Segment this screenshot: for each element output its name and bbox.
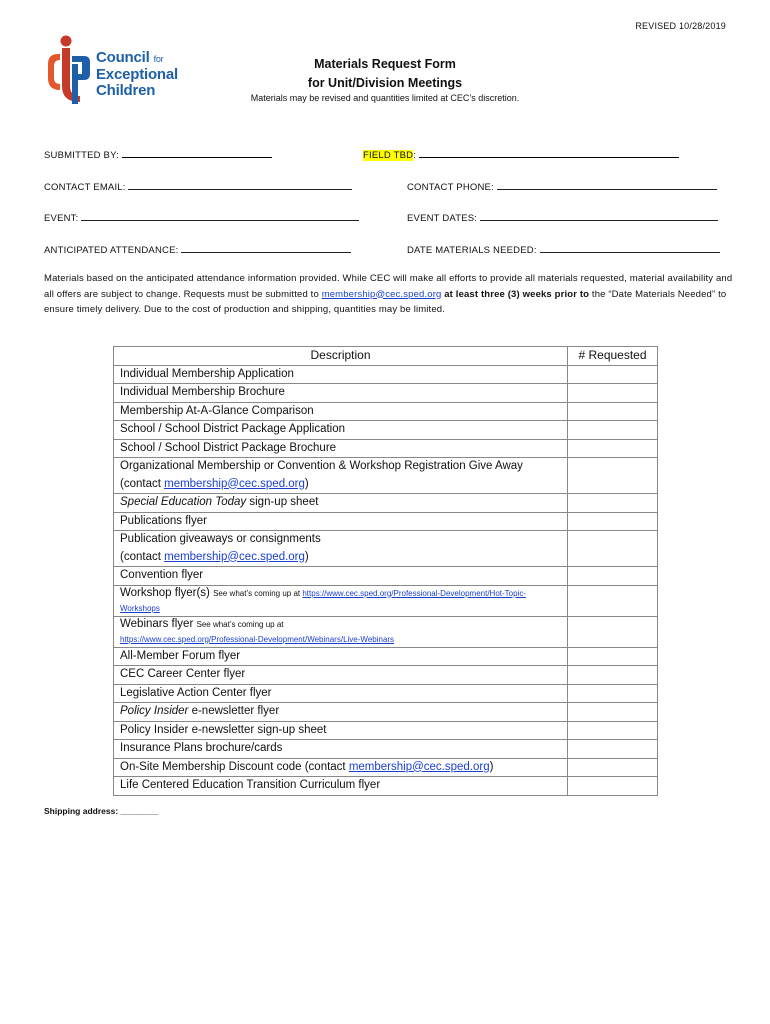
quantity-input[interactable] <box>568 512 658 531</box>
quantity-input[interactable] <box>568 777 658 796</box>
quantity-input[interactable] <box>568 402 658 421</box>
quantity-input[interactable] <box>568 365 658 384</box>
materials-table <box>113 346 658 796</box>
table-header-row <box>114 347 658 366</box>
workshops-link[interactable]: https://www.cec.sped.org/Professional-Development/Hot-Topic-Workshops <box>120 588 526 613</box>
quantity-input[interactable] <box>568 616 658 647</box>
table-row: Webinars flyer See what’s coming up at https://www.cec.sped.org/Professional-Development/Webinars/Live-Webinars <box>114 616 658 647</box>
submitted-by-field[interactable]: SUBMITTED BY: <box>44 147 272 161</box>
logo-wordmark: Council for Exceptional Children <box>96 49 178 99</box>
table-row: School / School District Package Application <box>114 421 658 440</box>
quantity-input[interactable] <box>568 703 658 722</box>
quantity-input[interactable] <box>568 458 658 494</box>
page-title: Materials Request Form for Unit/Division Meetings <box>307 57 463 90</box>
page-subtitle: Materials may be revised and quantities limited at CEC’s discretion. <box>250 93 520 103</box>
description-header: Description <box>114 347 568 366</box>
quantity-input[interactable] <box>568 567 658 586</box>
quantity-input[interactable] <box>568 721 658 740</box>
table-row: Convention flyer <box>114 567 658 586</box>
table-row: Policy Insider e-newsletter flyer <box>114 703 658 722</box>
quantity-input[interactable] <box>568 421 658 440</box>
shipping-address-field[interactable]: Shipping address: ________ <box>44 806 159 816</box>
contact-email-field[interactable]: CONTACT EMAIL: <box>44 179 352 193</box>
table-row: Organizational Membership or Convention & Workshop Registration Give Away (contact membership@cec.sped.org) <box>114 458 658 494</box>
quantity-input[interactable] <box>568 531 658 567</box>
quantity-input[interactable] <box>568 647 658 666</box>
table-row: CEC Career Center flyer <box>114 666 658 685</box>
quantity-input[interactable] <box>568 384 658 403</box>
anticipated-attendance-field[interactable]: ANTICIPATED ATTENDANCE: <box>44 242 351 256</box>
webinars-link[interactable]: https://www.cec.sped.org/Professional-Development/Webinars/Live-Webinars <box>120 634 395 644</box>
quantity-input[interactable] <box>568 684 658 703</box>
quantity-input[interactable] <box>568 758 658 777</box>
table-row: Publication giveaways or consignments (contact membership@cec.sped.org) <box>114 531 658 567</box>
membership-email-link[interactable]: membership@cec.sped.org <box>321 288 442 300</box>
quantity-input[interactable] <box>568 666 658 685</box>
quantity-input[interactable] <box>568 439 658 458</box>
event-dates-field[interactable]: EVENT DATES: <box>407 210 718 224</box>
table-row: Individual Membership Application <box>114 365 658 384</box>
table-row: All-Member Forum flyer <box>114 647 658 666</box>
requested-header: # Requested <box>568 347 658 366</box>
instructions-note: Materials based on the anticipated attendance information provided. While CEC will make all efforts to provide all materials requested, material availability and all offers are subject to change. Requests must be submitted to membership@cec.sped.org at least three (3) weeks prior to the “Date Materials Needed” to ensure timely delivery. Due to the cost of production and shipping, quantities may be limited. <box>44 273 733 315</box>
table-row: Legislative Action Center flyer <box>114 684 658 703</box>
table-row: Insurance Plans brochure/cards <box>114 740 658 759</box>
table-row: Publications flyer <box>114 512 658 531</box>
table-row: Membership At-A-Glance Comparison <box>114 402 658 421</box>
quantity-input[interactable] <box>568 494 658 513</box>
contact-phone-field[interactable]: CONTACT PHONE: <box>407 179 717 193</box>
field-tbd-field[interactable]: FIELD TBD: <box>363 147 679 161</box>
table-row: Special Education Today sign-up sheet <box>114 494 658 513</box>
table-row: Policy Insider e-newsletter sign-up sheet <box>114 721 658 740</box>
date-materials-needed-field[interactable]: DATE MATERIALS NEEDED: <box>407 242 720 256</box>
membership-email-link[interactable]: membership@cec.sped.org <box>164 550 305 563</box>
table-row: Individual Membership Brochure <box>114 384 658 403</box>
table-row: On-Site Membership Discount code (contact membership@cec.sped.org) <box>114 758 658 777</box>
quantity-input[interactable] <box>568 585 658 616</box>
event-field[interactable]: EVENT: <box>44 210 359 224</box>
table-row: Life Centered Education Transition Curriculum flyer <box>114 777 658 796</box>
membership-email-link[interactable]: membership@cec.sped.org <box>164 477 305 490</box>
revised-date: REVISED 10/28/2019 <box>635 21 726 31</box>
table-row: School / School District Package Brochure <box>114 439 658 458</box>
membership-email-link[interactable]: membership@cec.sped.org <box>348 760 490 773</box>
quantity-input[interactable] <box>568 740 658 759</box>
table-row: Workshop flyer(s) See what’s coming up at https://www.cec.sped.org/Professional-Development/Hot-Topic-Workshops <box>114 585 658 616</box>
